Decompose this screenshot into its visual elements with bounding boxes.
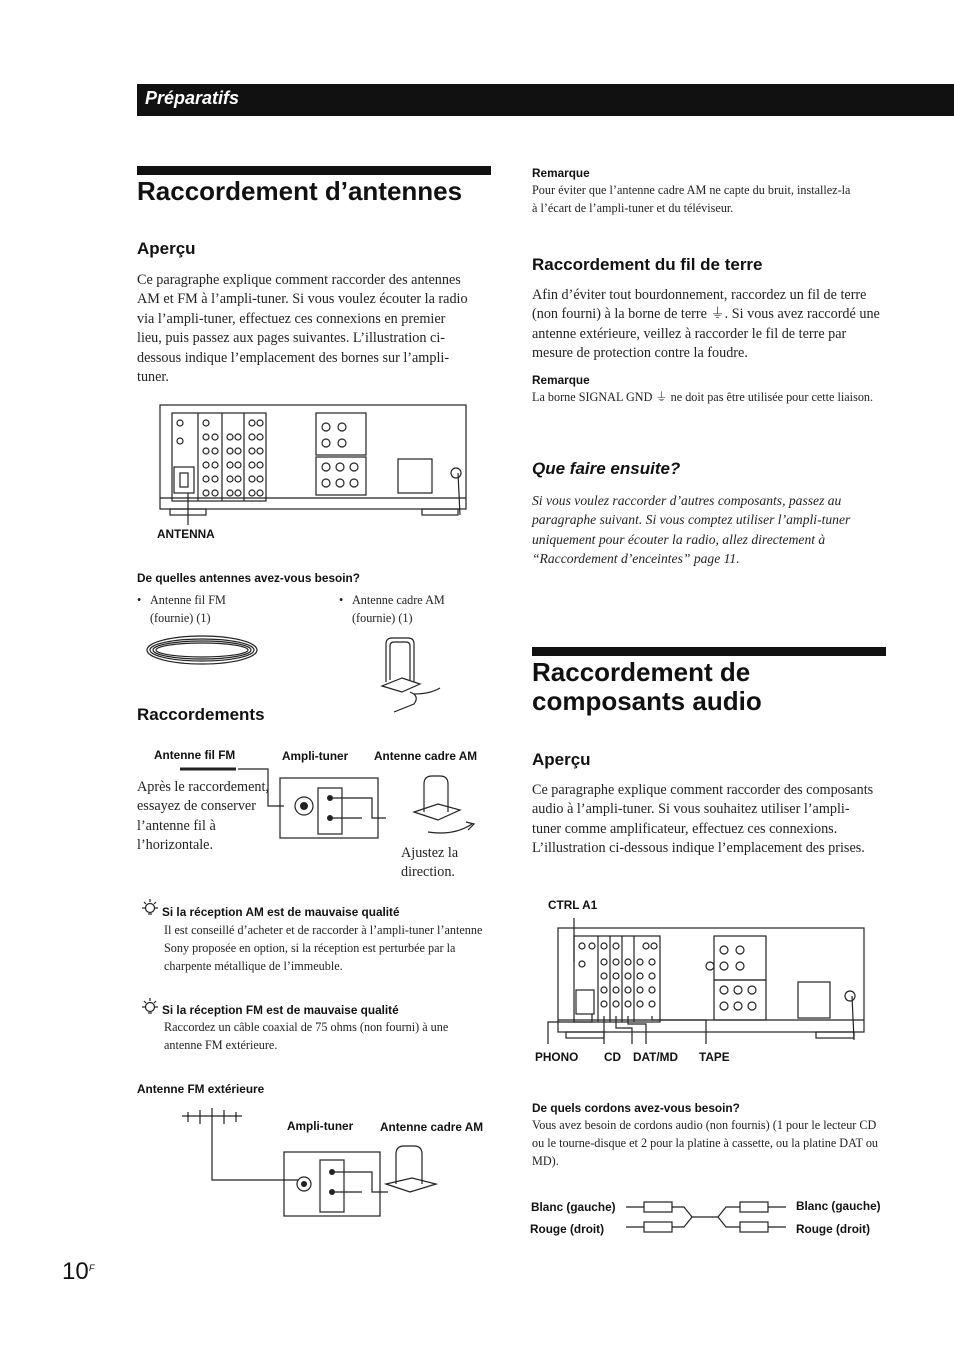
heading-which-antennas: De quelles antennes avez-vous besoin? xyxy=(137,571,360,585)
audio-cord-illustration xyxy=(622,1196,792,1236)
label-am-exterior: Antenne cadre AM xyxy=(380,1120,484,1134)
paragraph-which-cords: Vous avez besoin de cordons audio (non fournis) (1 pour le lecteur CD ou le tourne-disque et 2 pour la platine à cassette, ou la platine DAT ou MD). xyxy=(532,1118,879,1168)
heading-apercu: Aperçu xyxy=(137,239,196,258)
paragraph-fil-de-terre: Afin d’éviter tout bourdonnement, raccordez un fil de terre (non fourni) à la borne de terre ⏚. Si vous avez raccordé une antenne extérieure, veillez à raccorder le fil de terre par mesure de protection contre la foudre. xyxy=(532,287,880,362)
paragraph-que-faire: Si vous voulez raccorder d’autres composants, passez au paragraphe suivant. Si vous comptez utiliser l’ampli-tuner uniquement pour écouter la radio, allez directement à “Raccordement d’enceintes” page 11. xyxy=(532,493,851,567)
page-number: 10 xyxy=(62,1258,89,1285)
heading-apercu-composants: Aperçu xyxy=(532,750,591,769)
tip-am-text: Il est conseillé d’acheter et de raccorder à l’ampli-tuner l’antenne Sony proposée en option, si la réception est perturbée par la charpente métallique de l’immeuble. xyxy=(164,923,483,973)
label-blanc-left: Blanc (gauche) xyxy=(531,1200,616,1214)
receiver-rear-panel-illustration xyxy=(546,912,866,1052)
label-cd: CD xyxy=(604,1050,622,1064)
tip-fm-text: Raccordez un câble coaxial de 75 ohms (non fourni) à une antenne FM extérieure. xyxy=(164,1020,449,1052)
paragraph-apercu-composants: Ce paragraphe explique comment raccorder des composants audio à l’ampli-tuner. Si vous souhaitez utiliser l’ampli-tuner comme amplificateur, effectuez ces connexions. L’illustration ci-dessous indique l’emplacement des prises. xyxy=(532,782,874,857)
section-header-bar xyxy=(137,84,954,116)
tip-lightbulb-icon xyxy=(140,898,160,918)
tip-fm-heading: Si la réception FM est de mauvaise qualité xyxy=(162,1003,399,1017)
item-am-loop-line1: Antenne cadre AM xyxy=(352,593,445,607)
heading-fil-de-terre: Raccordement du fil de terre xyxy=(532,255,763,274)
remarque-1-text: Pour éviter que l’antenne cadre AM ne capte du bruit, installez-la à l’écart de l’ampli-tuner et du téléviseur. xyxy=(532,183,851,215)
am-loop-antenna-illustration xyxy=(380,634,452,714)
paragraph-apercu: Ce paragraphe explique comment raccorder des antennes AM et FM à l’ampli-tuner. Si vous voulez écouter la radio via l’ampli-tuner, effectuez ces connexions en premier lieu, puis passez aux pages suivantes. L’illustration ci-dessous indique l’emplacement des bornes sur l’ampli-tuner. xyxy=(137,272,468,386)
item-fm-wire-line2: (fournie) (1) xyxy=(150,611,211,625)
page-title-composants: Raccordement de composants audio xyxy=(532,657,762,716)
label-tuner-exterior: Ampli-tuner xyxy=(287,1119,354,1133)
heading-raccordements: Raccordements xyxy=(137,705,265,724)
label-fm-wire: Antenne fil FM xyxy=(154,748,236,762)
page-title-antennes: Raccordement d’antennes xyxy=(137,176,463,206)
label-blanc-right: Blanc (gauche) xyxy=(796,1199,881,1213)
remarque-2-heading: Remarque xyxy=(532,373,590,387)
title-rule xyxy=(532,647,886,656)
label-dat-md: DAT/MD xyxy=(633,1050,678,1064)
heading-que-faire: Que faire ensuite? xyxy=(532,459,681,478)
heading-exterior-antenna: Antenne FM extérieure xyxy=(137,1082,265,1096)
fm-wire-antenna-illustration xyxy=(145,632,260,668)
item-fm-wire-line1: Antenne fil FM xyxy=(150,593,226,607)
label-rouge-left: Rouge (droit) xyxy=(530,1222,605,1236)
note-adjust-direction: Ajustez la direction. xyxy=(401,845,459,881)
label-antenna: ANTENNA xyxy=(157,527,215,541)
label-tape: TAPE xyxy=(699,1050,730,1064)
title-rule xyxy=(137,166,491,175)
page-number-suffix: F xyxy=(89,1263,95,1273)
bullet-1: • xyxy=(137,593,142,607)
item-am-loop-line2: (fournie) (1) xyxy=(352,611,413,625)
bullet-2: • xyxy=(339,593,344,607)
note-keep-horizontal: Après le raccordement, essayez de conserver l’antenne fil à l’horizontale. xyxy=(137,779,269,854)
section-header-title: Préparatifs xyxy=(145,88,240,108)
remarque-2-text: La borne SIGNAL GND ⏚ ne doit pas être utilisée pour cette liaison. xyxy=(532,390,874,404)
receiver-rear-panel-illustration xyxy=(160,403,470,519)
label-am-loop: Antenne cadre AM xyxy=(374,749,478,763)
label-rouge-right: Rouge (droit) xyxy=(796,1222,871,1236)
label-phono: PHONO xyxy=(535,1050,579,1064)
tip-lightbulb-icon xyxy=(140,997,160,1017)
label-tuner: Ampli-tuner xyxy=(282,749,349,763)
tip-am-heading: Si la réception AM est de mauvaise qualité xyxy=(162,905,400,919)
remarque-1-heading: Remarque xyxy=(532,166,590,180)
label-ctrl-a1: CTRL A1 xyxy=(548,898,598,912)
heading-which-cords: De quels cordons avez-vous besoin? xyxy=(532,1101,740,1115)
